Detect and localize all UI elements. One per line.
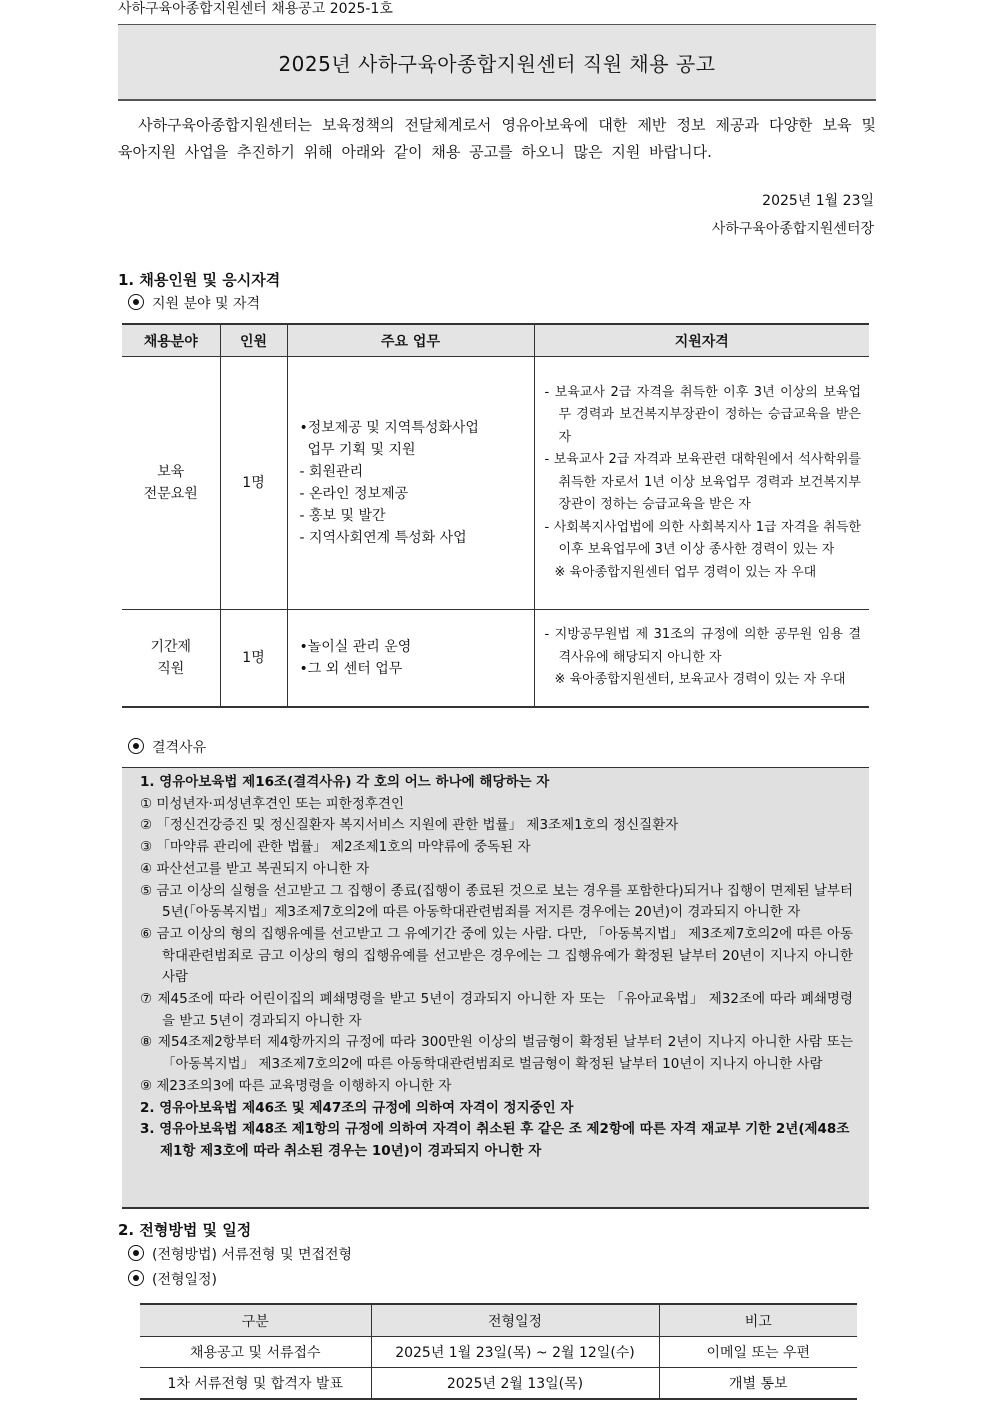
table-row xyxy=(140,1368,857,1400)
section2-heading: 2. 전형방법 및 일정 xyxy=(118,1221,252,1239)
table-cell: 개별 통보 xyxy=(659,1368,857,1400)
duty-item: •그 외 센터 업무 xyxy=(299,660,403,677)
disqualification-item: ④ 파산선고를 받고 복권되지 아니한 자 xyxy=(140,860,370,877)
sub-heading-fields xyxy=(128,294,260,314)
sub-heading-disqualification xyxy=(128,738,206,758)
table-header-cell: 비고 xyxy=(659,1304,857,1337)
disqualification-heading: 2. 영유아보육법 제46조 및 제47조의 규정에 의하여 자격이 정지중인 자 xyxy=(140,1099,574,1116)
table-cell: 이메일 또는 우편 xyxy=(659,1337,857,1368)
duty-item: - 지역사회연계 특성화 사업 xyxy=(299,530,467,546)
table-cell: 2025년 1월 23일(목) ~ 2월 12일(수) xyxy=(371,1337,659,1368)
disqualification-item: ⑧ 제54조제2항부터 제4항까지의 규정에 따라 300만원 이상의 벌금형이 확정된 날부터 2년이 지나지 아니한 사람 또는「아동복지법」 제3조제7호의2에 따른 아동학대관련범죄로 벌금형이 확정된 날부터 10년이 지나지 아니한 사람 xyxy=(140,1034,853,1073)
notice-date: 2025년 1월 23일 xyxy=(762,193,874,209)
circle-bullet-icon xyxy=(128,294,144,310)
duty-item: 업무 기획 및 지원 xyxy=(307,442,416,458)
field-line: 기간제 xyxy=(150,638,192,655)
duty-item: - 회원관리 xyxy=(299,464,364,480)
table-header-cell: 채용분야 xyxy=(122,324,220,357)
qualification-item: - 지방공무원법 제 31조의 규정에 의한 공무원 임용 결격사유에 해당되지 아니한 자 xyxy=(544,627,861,665)
schedule-table xyxy=(140,1303,857,1400)
duty-item: - 홍보 및 발간 xyxy=(299,508,386,524)
circle-bullet-icon xyxy=(128,1245,144,1261)
screening-method-text: (전형방법) 서류전형 및 면접전형 xyxy=(152,1247,353,1263)
table-cell: 1차 서류전형 및 합격자 발표 xyxy=(140,1368,371,1400)
duty-item: •정보제공 및 지역특성화사업 xyxy=(299,420,479,436)
page-title xyxy=(118,24,876,101)
field-line: 전문요원 xyxy=(143,486,198,502)
notice-number: 사하구육아종합지원센터 채용공고 2025-1호 xyxy=(118,1,393,17)
disqualification-item: ⑥ 금고 이상의 형의 집행유예를 선고받고 그 유예기간 중에 있는 사람. 다만, 「아동복지법」 제3조제7호의2에 따른 아동학대관련범죄로 금고 이상의 형의 집행유예를 선고받은 경우에는 그 집행유예가 확정된 날부터 20년이 지나지 아니한 사람 xyxy=(140,925,853,986)
table-header-cell: 전형일정 xyxy=(371,1304,659,1337)
field-line: 직원 xyxy=(157,660,185,677)
field-cell xyxy=(122,610,220,707)
disqualification-item: ⑤ 금고 이상의 실형을 선고받고 그 집행이 종료(집행이 종료된 것으로 보는 경우를 포함한다)되거나 집행이 면제된 날부터 5년(「아동복지법」제3조제7호의2에 따른 아동학대관련범죄를 저지른 경우에는 20년)이 경과되지 아니한 자 xyxy=(140,882,853,921)
page-title-text: 2025년 사하구육아종합지원센터 직원 채용 공고 xyxy=(278,51,716,76)
section1-heading: 1. 채용인원 및 응시자격 xyxy=(118,271,281,289)
table-header-cell: 주요 업무 xyxy=(287,324,534,357)
qualification-item: - 사회복지사업법에 의한 사회복지사 1급 자격을 취득한 이후 보육업무에 3년 이상 종사한 경력이 있는 자 xyxy=(544,519,861,558)
table-header-cell: 지원자격 xyxy=(534,324,869,357)
qualification-item: - 보육교사 2급 자격을 취득한 이후 3년 이상의 보육업무 경력과 보건복지부장관이 정하는 승급교육을 받은 자 xyxy=(544,384,861,445)
count-cell: 1명 xyxy=(220,610,287,707)
sub-heading-fields-text: 지원 분야 및 자격 xyxy=(152,296,261,312)
table-row xyxy=(140,1337,857,1368)
field-line: 보육 xyxy=(157,464,185,480)
preference-note: ※ 육아종합지원센터 업무 경력이 있는 자 우대 xyxy=(554,564,817,580)
disqualification-item: ① 미성년자·피성년후견인 또는 피한정후견인 xyxy=(140,795,405,812)
intro-paragraph xyxy=(118,112,876,166)
table-header-cell: 인원 xyxy=(220,324,287,357)
disqualification-heading: 1. 영유아보육법 제16조(결격사유) 각 호의 어느 하나에 해당하는 자 xyxy=(140,774,550,790)
disqualification-box xyxy=(122,767,869,1209)
disqualification-item: ③ 「마약류 관리에 관한 법률」 제2조제1호의 마약류에 중독된 자 xyxy=(140,839,531,856)
preference-note: ※ 육아종합지원센터, 보육교사 경력이 있는 자 우대 xyxy=(554,672,846,687)
duties-cell xyxy=(287,357,534,610)
signer: 사하구육아종합지원센터장 xyxy=(711,221,874,237)
sub-heading-disqualification-text: 결격사유 xyxy=(152,740,207,756)
table-cell: 채용공고 및 서류접수 xyxy=(140,1337,371,1368)
table-header-row xyxy=(122,324,869,357)
duties-cell xyxy=(287,610,534,707)
qualification-item: - 보육교사 2급 자격과 보육관련 대학원에서 석사학위를 취득한 자로서 1년 이상 보육업무 경력과 보건복지부장관이 정하는 승급교육을 받은 자 xyxy=(544,452,861,513)
circle-bullet-icon xyxy=(128,738,144,754)
circle-bullet-icon xyxy=(128,1270,144,1286)
screening-schedule-text: (전형일정) xyxy=(152,1272,218,1288)
disqualification-heading: 3. 영유아보육법 제48조 제1항의 규정에 의하여 자격이 취소된 후 같은 조 제2항에 따른 자격 재교부 기한 2년(제48조 제1항 제3호에 따라 취소된 경우는 10년)이 경과되지 아니한 자 xyxy=(140,1121,850,1159)
field-cell xyxy=(122,357,220,610)
recruitment-table xyxy=(122,323,869,708)
qualifications-cell xyxy=(534,610,869,707)
duty-item: - 온라인 정보제공 xyxy=(299,486,409,502)
table-header-cell: 구분 xyxy=(140,1304,371,1337)
disqualification-item: ⑦ 제45조에 따라 어린이집의 폐쇄명령을 받고 5년이 경과되지 아니한 자 또는 「유아교육법」 제32조에 따라 폐쇄명령을 받고 5년이 경과되지 아니한 자 xyxy=(140,991,853,1029)
screening-method xyxy=(128,1245,352,1265)
table-row xyxy=(122,610,869,707)
disqualification-item: ⑨ 제23조의3에 따른 교육명령을 이행하지 아니한 자 xyxy=(140,1077,452,1094)
count-cell: 1명 xyxy=(220,357,287,610)
intro-text: 사하구육아종합지원센터는 보육정책의 전달체계로서 영유아보육에 대한 제반 정보 제공과 다양한 보육 및 육아지원 사업을 추진하기 위해 아래와 같이 채용 공고를 하오니 많은 지원 바랍니다. xyxy=(118,116,876,161)
qualifications-cell xyxy=(534,357,869,610)
table-cell: 2025년 2월 13일(목) xyxy=(371,1368,659,1400)
table-row xyxy=(122,357,869,610)
disqualification-item: ② 「정신건강증진 및 정신질환자 복지서비스 지원에 관한 법률」 제3조제1호의 정신질환자 xyxy=(140,817,679,834)
duty-item: •놀이실 관리 운영 xyxy=(299,638,412,655)
screening-schedule-label xyxy=(128,1270,217,1290)
table-header-row xyxy=(140,1304,857,1337)
